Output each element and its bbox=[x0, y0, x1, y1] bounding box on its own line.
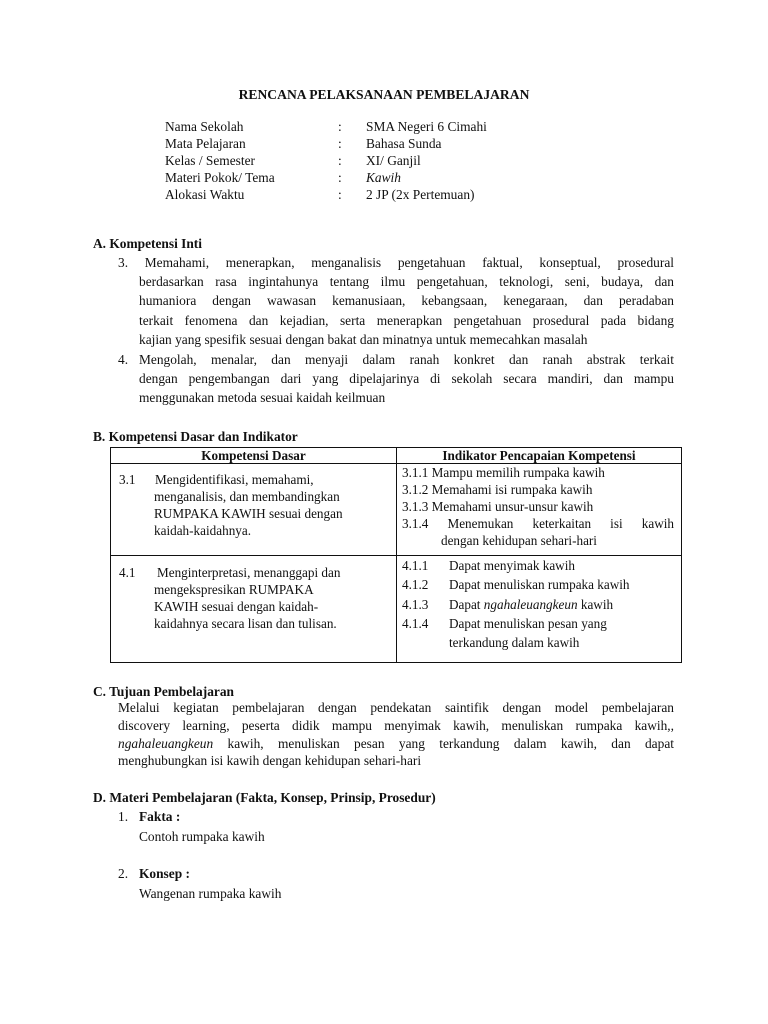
kd-cell bbox=[111, 556, 397, 663]
kd-line: KAWIH sesuai dengan kaidah- bbox=[154, 599, 319, 614]
materi-number: 1. bbox=[118, 809, 129, 824]
kd-line: menganalisis, dan membandingkan bbox=[154, 489, 340, 504]
tujuan-italic-term: ngahaleuangkeun bbox=[118, 736, 214, 751]
indikator-line: Dapat menuliskan pesan yang bbox=[448, 616, 607, 631]
identity-separator: : bbox=[338, 153, 342, 168]
indikator-line: 3.1.2 Memahami isi rumpaka kawih bbox=[401, 482, 593, 497]
indikator-number: 4.1.2 bbox=[401, 577, 429, 592]
table-row bbox=[111, 556, 682, 663]
kompetensi-inti-4-line: dengan pengembangan dari yang dipelajarinya di sekolah secara mandiri, dan mampu bbox=[139, 371, 674, 386]
indikator-line: Dapat menuliskan rumpaka kawih bbox=[448, 577, 630, 592]
kompetensi-inti-3-line: berdasarkan rasa ingintahunya tentang ilmu pengetahuan, teknologi, seni, budaya, dan bbox=[139, 274, 674, 289]
table-header-indikator: Indikator Pencapaian Kompetensi bbox=[396, 448, 681, 464]
materi-title: Konsep : bbox=[139, 866, 190, 881]
indikator-text: Dapat bbox=[448, 597, 484, 612]
kd-line: Mengidentifikasi, memahami, bbox=[155, 472, 314, 487]
identity-separator: : bbox=[338, 187, 342, 202]
identity-value: XI/ Ganjil bbox=[366, 153, 421, 168]
kd-line: Menginterpretasi, menanggapi dan bbox=[157, 565, 341, 580]
identity-label: Materi Pokok/ Tema bbox=[165, 170, 275, 185]
section-a-heading: A. Kompetensi Inti bbox=[93, 236, 202, 251]
identity-separator: : bbox=[338, 136, 342, 151]
materi-content: Contoh rumpaka kawih bbox=[139, 829, 265, 844]
identity-value: 2 JP (2x Pertemuan) bbox=[366, 187, 475, 202]
tujuan-line: Melalui kegiatan pembelajaran dengan pendekatan saintifik dengan model pembelajaran bbox=[118, 700, 674, 715]
kd-number: 4.1 bbox=[119, 565, 136, 580]
kd-line: mengekspresikan RUMPAKA bbox=[154, 582, 314, 597]
identity-label: Alokasi Waktu bbox=[165, 187, 245, 202]
identity-separator: : bbox=[338, 119, 342, 134]
indikator-cell bbox=[396, 464, 681, 556]
kompetensi-inti-4-line: Mengolah, menalar, dan menyaji dalam ranah konkret dan ranah abstrak terkait bbox=[139, 352, 674, 367]
indikator-line: 3.1.3 Memahami unsur-unsur kawih bbox=[401, 499, 594, 514]
materi-content: Wangenan rumpaka kawih bbox=[139, 886, 282, 901]
table-header-kd: Kompetensi Dasar bbox=[111, 448, 397, 464]
kd-cell bbox=[111, 464, 397, 556]
indikator-text: kawih bbox=[577, 597, 614, 612]
tujuan-line: discovery learning, peserta didik mampu menyimak kawih, menuliskan rumpaka kawih,, bbox=[118, 718, 674, 733]
kd-line: RUMPAKA KAWIH sesuai dengan bbox=[154, 506, 343, 521]
identity-label: Nama Sekolah bbox=[165, 119, 244, 134]
kompetensi-inti-4-line: menggunakan metoda sesuai kaidah keilmuan bbox=[139, 390, 386, 405]
kompetensi-inti-4-number: 4. bbox=[118, 352, 129, 367]
table-row bbox=[111, 464, 682, 556]
identity-value-theme: Kawih bbox=[366, 170, 401, 185]
kd-line: kaidah-kaidahnya. bbox=[154, 523, 252, 538]
indikator-line: dengan kehidupan sehari-hari bbox=[440, 533, 597, 548]
indikator-number: 4.1.1 bbox=[401, 558, 429, 573]
table-header-row bbox=[111, 448, 682, 464]
kompetensi-inti-3-line: humaniora dengan wawasan kemanusiaan, kebangsaan, kenegaraan, dan peradaban bbox=[139, 293, 674, 308]
identity-label: Kelas / Semester bbox=[165, 153, 255, 168]
section-b-heading: B. Kompetensi Dasar dan Indikator bbox=[93, 429, 298, 444]
kompetensi-dasar-table bbox=[110, 447, 682, 663]
kd-line: kaidahnya secara lisan dan tulisan. bbox=[154, 616, 337, 631]
kompetensi-inti-3-line: kajian yang spesifik sesuai dengan bakat dan minatnya untuk memecahkan masalah bbox=[139, 332, 588, 347]
materi-title: Fakta : bbox=[139, 809, 181, 824]
tujuan-line: menghubungkan isi kawih dengan kehidupan sehari-hari bbox=[118, 753, 422, 768]
indikator-line: terkandung dalam kawih bbox=[448, 635, 580, 650]
indikator-number: 4.1.3 bbox=[401, 597, 429, 612]
identity-value: SMA Negeri 6 Cimahi bbox=[366, 119, 487, 134]
kompetensi-inti-3-line: terkait fenomena dan kejadian, serta menerapkan pengetahuan prosedural pada bidang bbox=[139, 313, 674, 328]
section-d-heading: D. Materi Pembelajaran (Fakta, Konsep, Prinsip, Prosedur) bbox=[93, 790, 436, 805]
indikator-line: Dapat menyimak kawih bbox=[448, 558, 575, 573]
indikator-line bbox=[449, 597, 613, 613]
section-c-heading: C. Tujuan Pembelajaran bbox=[93, 684, 234, 699]
kd-number: 3.1 bbox=[119, 472, 136, 487]
indikator-line: 3.1.1 Mampu memilih rumpaka kawih bbox=[401, 465, 605, 480]
indikator-italic-term: ngahaleuangkeun bbox=[483, 597, 578, 612]
tujuan-line bbox=[118, 736, 674, 752]
tujuan-text: kawih, menuliskan pesan yang terkandung dalam kawih, dan dapat bbox=[213, 736, 674, 751]
identity-value: Bahasa Sunda bbox=[366, 136, 442, 151]
kompetensi-inti-3-line: 3. Memahami, menerapkan, menganalisis pengetahuan faktual, konseptual, prosedural bbox=[118, 255, 674, 270]
indikator-number: 4.1.4 bbox=[401, 616, 429, 631]
indikator-cell bbox=[396, 556, 681, 663]
indikator-line: 3.1.4 Menemukan keterkaitan isi kawih bbox=[401, 516, 674, 531]
page-title: RENCANA PELAKSANAAN PEMBELAJARAN bbox=[238, 87, 530, 102]
materi-number: 2. bbox=[118, 866, 129, 881]
identity-separator: : bbox=[338, 170, 342, 185]
identity-label: Mata Pelajaran bbox=[165, 136, 246, 151]
